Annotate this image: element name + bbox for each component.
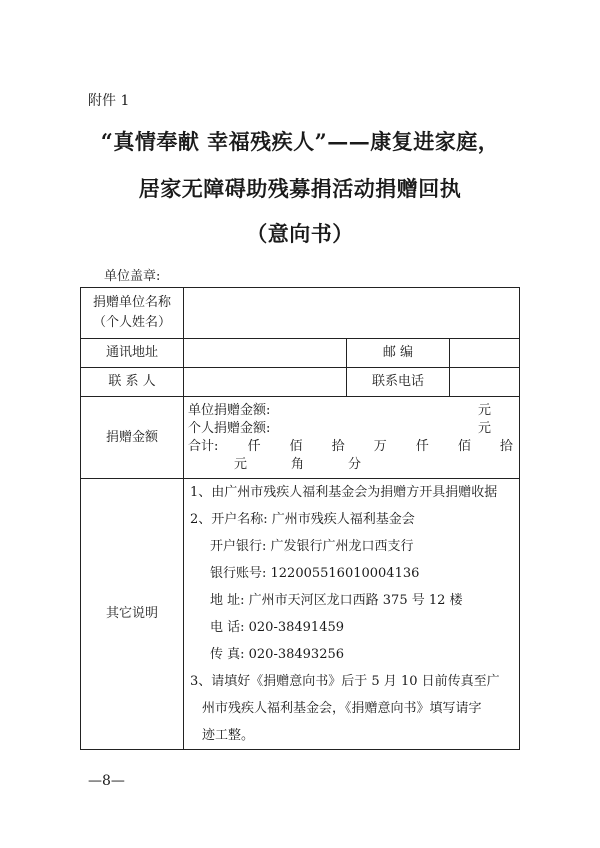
stamp-label: 单位盖章:: [104, 269, 161, 284]
donation-form-table: [80, 287, 520, 750]
form-row-donor: [81, 288, 520, 339]
note-fax: 传 真: 020-38493256: [210, 647, 345, 662]
title-line-3: （意向书）: [246, 221, 354, 246]
address-field[interactable]: [184, 339, 347, 368]
form-row-amount: [81, 397, 520, 479]
contact-field[interactable]: [184, 368, 347, 397]
total-unit: 佰: [457, 438, 471, 454]
total-line: [188, 438, 515, 456]
total-unit: 佰: [289, 438, 303, 454]
address-label: 通讯地址: [81, 339, 184, 368]
donor-label-line-1: 捐赠单位名称: [92, 295, 171, 310]
note-account: 银行账号: 122005516010004136: [210, 566, 420, 581]
total-unit: 元: [234, 456, 248, 472]
unit-amount-yuan: 元: [478, 402, 492, 418]
donor-label-cell: [81, 288, 184, 339]
total-unit: 角: [291, 456, 305, 472]
title-line-1: “真情奉献 幸福残疾人”——康复进家庭，: [100, 129, 500, 154]
attachment-label: 附件 1: [88, 93, 130, 109]
personal-amount-label: 个人捐赠金额:: [188, 420, 271, 436]
form-row-contact: [81, 368, 520, 397]
other-label: 其它说明: [81, 479, 184, 750]
amount-field[interactable]: [184, 397, 520, 479]
page-number: —8—: [88, 773, 125, 789]
total-unit: 仟: [247, 438, 261, 454]
total-unit: 万: [373, 438, 387, 454]
note-bank: 开户银行: 广发银行广州龙口西支行: [210, 539, 414, 554]
donor-name-field[interactable]: [184, 288, 520, 339]
note-tel: 电 话: 020-38491459: [210, 620, 345, 635]
postcode-label: 邮 编: [347, 339, 450, 368]
amount-label: 捐赠金额: [81, 397, 184, 479]
total-unit: 拾: [499, 438, 513, 454]
other-notes-cell: [184, 479, 520, 750]
form-row-other: [81, 479, 520, 750]
personal-amount-yuan: 元: [478, 420, 492, 436]
unit-amount-label: 单位捐赠金额:: [188, 402, 271, 418]
note-address: 地 址: 广州市天河区龙口西路 375 号 12 楼: [210, 593, 463, 608]
total-unit: 仟: [415, 438, 429, 454]
phone-field[interactable]: [450, 368, 520, 397]
unit-amount-line: [188, 402, 515, 420]
total-label: 合计:: [188, 438, 219, 454]
total-unit: 拾: [331, 438, 345, 454]
title-line-2: 居家无障碍助残募捐活动捐赠回执: [138, 176, 462, 201]
note-1: 1、由广州市残疾人福利基金会为捐赠方开具捐赠收据: [190, 485, 498, 500]
donor-label-line-2: （个人姓名）: [92, 315, 171, 330]
form-row-address: [81, 339, 520, 368]
total-unit: 分: [348, 456, 362, 472]
phone-label: 联系电话: [347, 368, 450, 397]
note-3c: 迹工整。: [202, 728, 255, 743]
contact-label: 联 系 人: [81, 368, 184, 397]
postcode-field[interactable]: [450, 339, 520, 368]
note-3a: 3、请填好《捐赠意向书》后于 5 月 10 日前传真至广: [190, 674, 500, 689]
note-2: 2、开户名称: 广州市残疾人福利基金会: [190, 512, 415, 527]
total-line-2: [188, 456, 515, 474]
personal-amount-line: [188, 420, 515, 438]
note-3b: 州市残疾人福利基金会，《捐赠意向书》填写请字: [202, 701, 482, 716]
